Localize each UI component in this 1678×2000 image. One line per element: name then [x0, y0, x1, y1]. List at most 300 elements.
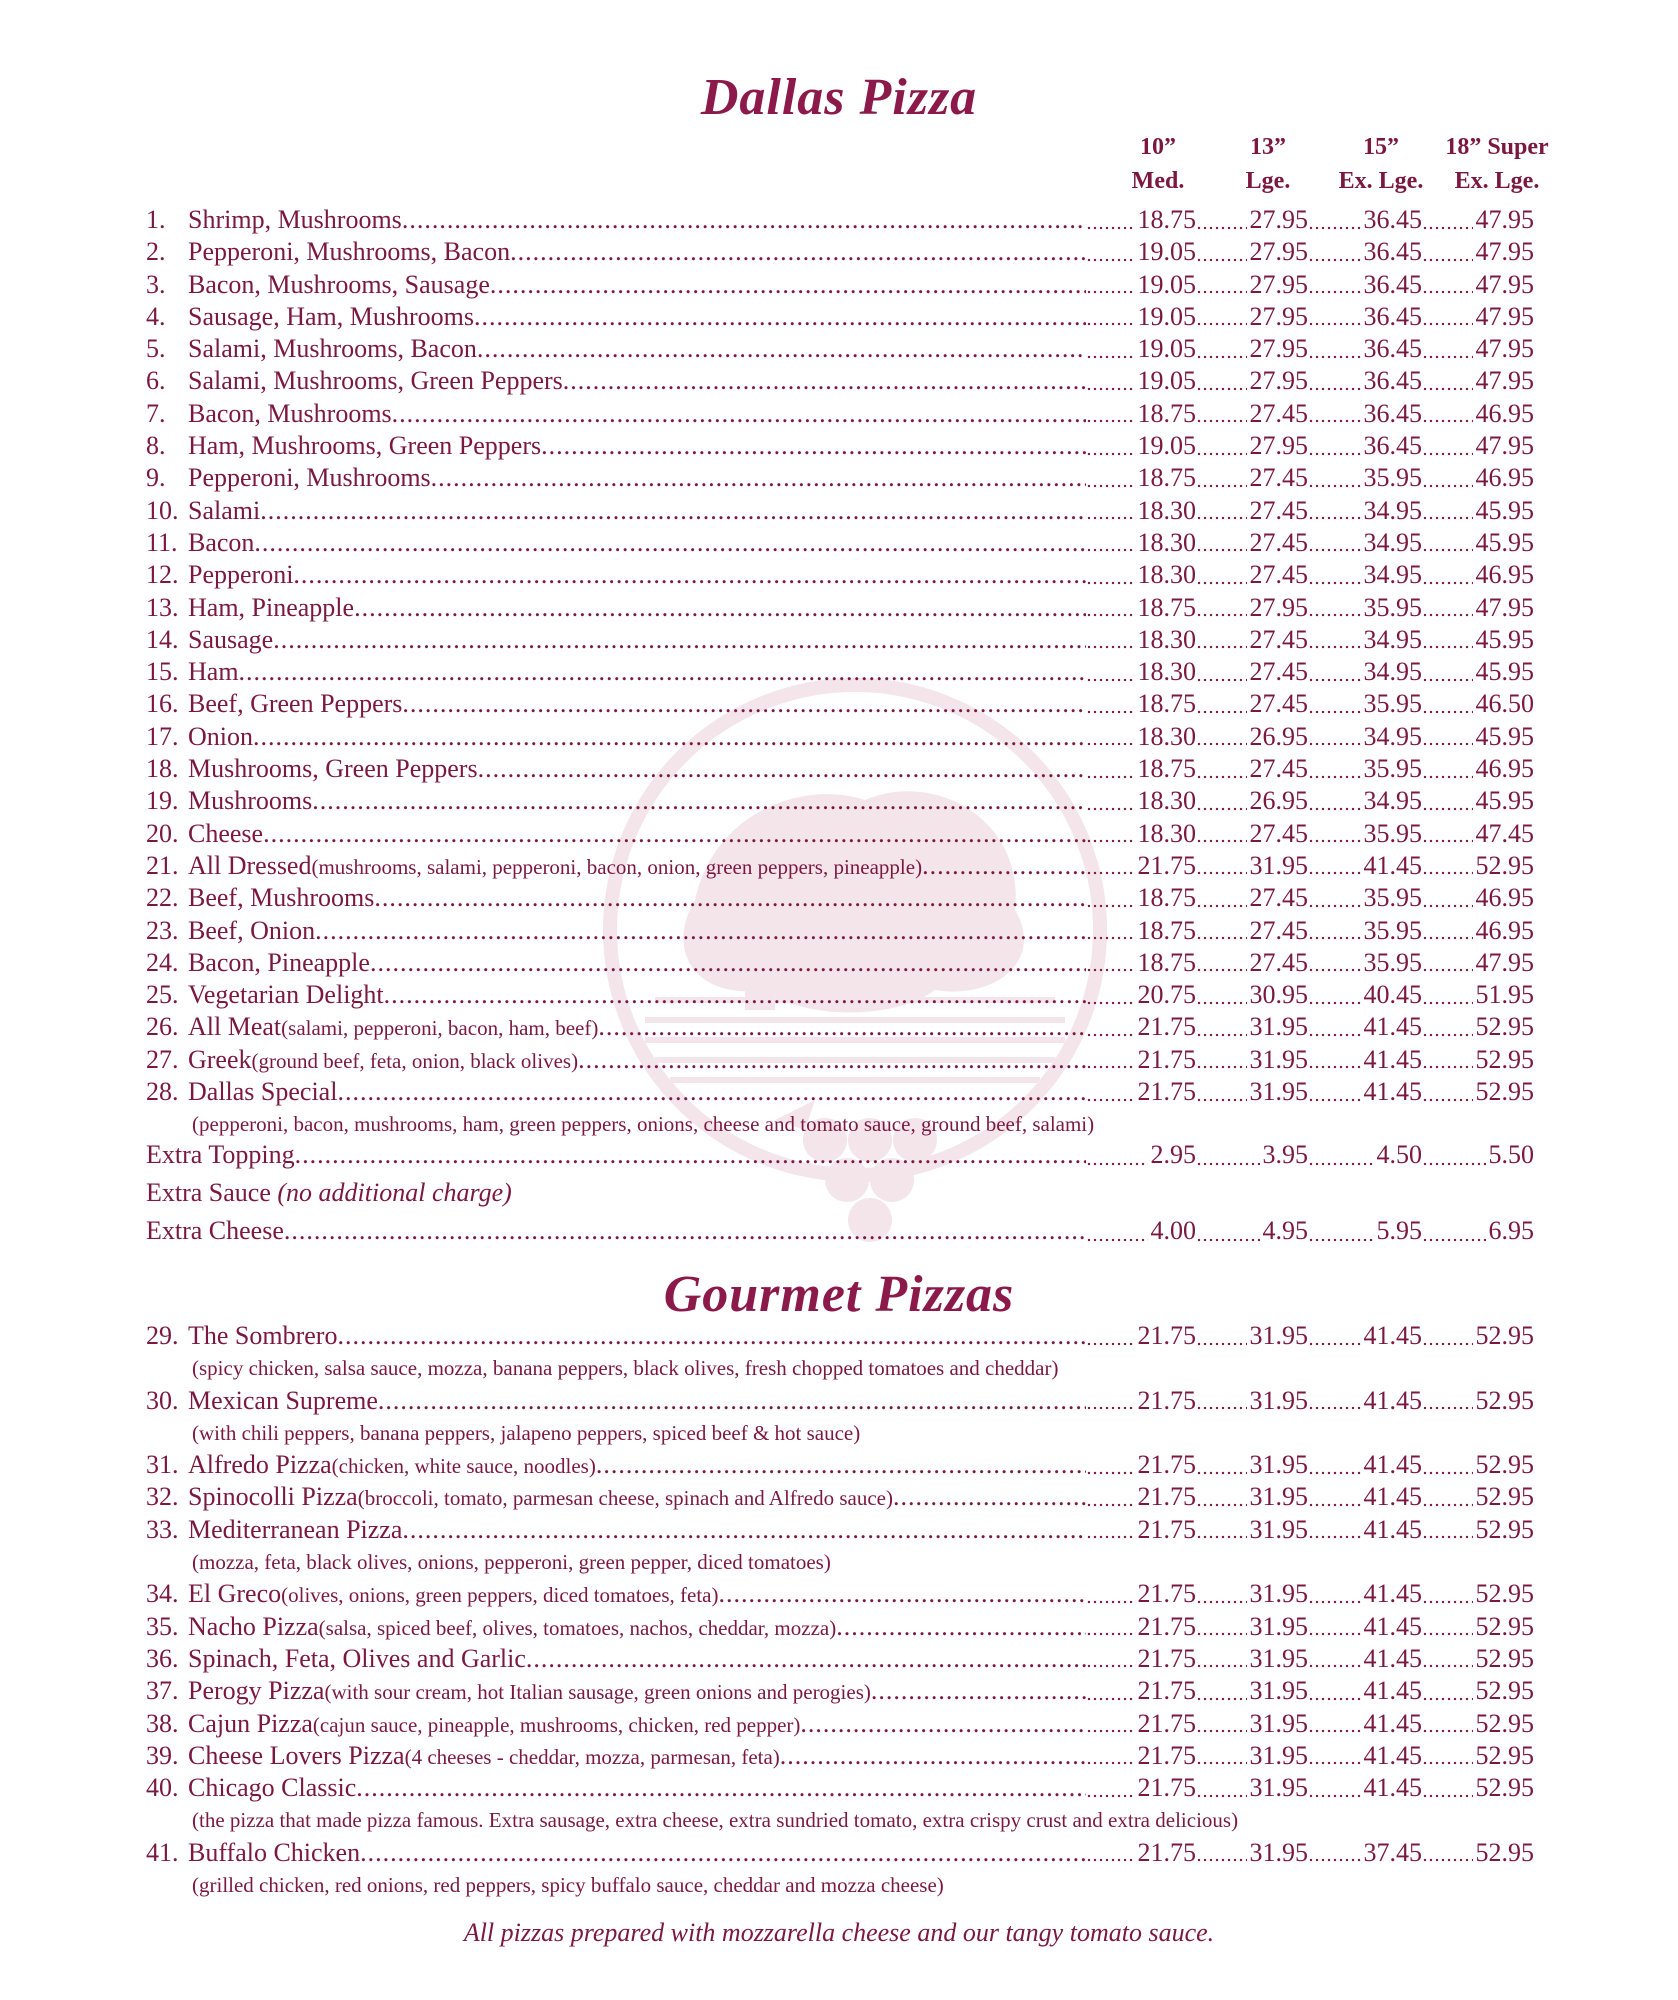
price-value: 45.95 [1473, 625, 1535, 654]
price-group [1086, 850, 1534, 882]
size-header-large-label: Lge. [1245, 168, 1291, 194]
item-name: Shrimp, Mushrooms [188, 205, 402, 234]
price-value: 21.75 [1135, 1741, 1197, 1770]
price-cell [1308, 559, 1422, 591]
price-value: 34.95 [1361, 657, 1423, 686]
dot-leader [474, 301, 1086, 333]
item-description: (olives, onions, green peppers, diced tomatoes, feta) [281, 1583, 719, 1608]
item-name: Salami [188, 495, 261, 525]
menu-item-row [146, 204, 1534, 236]
dot-leader [478, 753, 1086, 785]
price-value: 34.95 [1361, 496, 1423, 525]
price-cell [1308, 1385, 1422, 1417]
price-value: 52.95 [1473, 1012, 1535, 1041]
price-cell [1196, 785, 1308, 817]
price-value: 21.75 [1135, 1515, 1197, 1544]
dot-leader [354, 592, 1086, 624]
item-name: Mexican Supreme [188, 1385, 378, 1415]
price-value: 36.45 [1361, 334, 1423, 363]
price-value: 52.95 [1473, 1676, 1535, 1705]
price-group [1086, 1136, 1534, 1174]
item-number: 39. [146, 1740, 179, 1770]
item-number: 3. [146, 269, 166, 299]
dot-leader [598, 1011, 1086, 1043]
item-name: Bacon, Mushrooms, Sausage [188, 269, 490, 299]
item-number: 34. [146, 1579, 179, 1609]
price-cell [1196, 1837, 1308, 1869]
price-value: 47.95 [1473, 593, 1535, 622]
price-value: 18.30 [1135, 819, 1197, 848]
price-group [1086, 915, 1534, 947]
dot-leader [378, 1385, 1086, 1417]
price-value: 21.75 [1135, 1321, 1197, 1350]
item-name: Pepperoni, Mushrooms, Bacon [188, 237, 511, 267]
price-value: 19.05 [1135, 366, 1197, 395]
price-cell [1422, 1320, 1534, 1352]
dot-leader [541, 430, 1086, 462]
menu-item-row [146, 1675, 1534, 1707]
price-group [1086, 592, 1534, 624]
price-cell [1086, 495, 1196, 527]
price-value: 52.95 [1473, 1579, 1535, 1608]
menu-item-row [146, 398, 1534, 430]
price-value: 40.45 [1361, 980, 1423, 1009]
menu-item-row [146, 947, 1534, 979]
price-cell [1422, 785, 1534, 817]
item-name: Bacon, Pineapple [188, 947, 370, 977]
price-cell [1196, 1011, 1308, 1043]
item-number: 27. [146, 1044, 179, 1074]
item-name: Bacon [188, 527, 255, 557]
item-name: Perogy Pizza [188, 1676, 325, 1706]
price-value: 31.95 [1247, 1741, 1309, 1770]
menu-item-row [146, 818, 1534, 850]
price-value: 34.95 [1361, 625, 1423, 654]
price-group [1086, 624, 1534, 656]
price-value: 21.75 [1135, 1676, 1197, 1705]
price-group [1086, 1740, 1534, 1772]
price-value: 20.75 [1135, 980, 1197, 1009]
menu-item-row [146, 333, 1534, 365]
price-value: 21.75 [1135, 1450, 1197, 1479]
price-cell [1196, 430, 1308, 462]
price-cell [1422, 721, 1534, 753]
price-value: 27.45 [1247, 689, 1309, 718]
price-cell [1086, 236, 1196, 268]
price-cell [1308, 850, 1422, 882]
dot-leader [402, 688, 1086, 720]
extra-row [146, 1212, 1534, 1250]
price-value: 27.45 [1247, 657, 1309, 686]
price-value: 27.95 [1247, 334, 1309, 363]
price-cell [1422, 753, 1534, 785]
price-cell [1196, 1578, 1308, 1610]
price-cell [1308, 947, 1422, 979]
price-value: 34.95 [1361, 528, 1423, 557]
price-value: 27.95 [1247, 366, 1309, 395]
price-value: 47.95 [1473, 366, 1535, 395]
item-name: Cheese [188, 818, 264, 848]
price-value: 18.30 [1135, 496, 1197, 525]
size-header-medium-label: Med. [1131, 168, 1185, 194]
price-cell [1422, 462, 1534, 494]
dot-leader [295, 1136, 1086, 1174]
price-group [1086, 495, 1534, 527]
price-group [1086, 333, 1534, 365]
price-cell [1086, 204, 1196, 236]
price-value: 21.75 [1135, 1482, 1197, 1511]
price-value: 34.95 [1361, 560, 1423, 589]
price-value: 3.95 [1260, 1140, 1309, 1169]
price-value: 27.45 [1247, 625, 1309, 654]
price-group [1086, 1320, 1534, 1352]
price-value: 19.05 [1135, 302, 1197, 331]
menu-item-row [146, 1481, 1534, 1513]
price-cell [1308, 398, 1422, 430]
price-group [1086, 301, 1534, 333]
price-value: 35.95 [1361, 883, 1423, 912]
item-number: 16. [146, 689, 179, 719]
price-value: 27.95 [1247, 593, 1309, 622]
price-value: 18.30 [1135, 657, 1197, 686]
size-header-super [1432, 130, 1562, 200]
price-value: 27.45 [1247, 948, 1309, 977]
price-cell [1086, 785, 1196, 817]
item-name: Salami, Mushrooms, Green Peppers [188, 366, 563, 396]
item-sub-description: (mozza, feta, black olives, onions, pepperoni, green pepper, diced tomatoes) [192, 1550, 831, 1575]
price-cell [1196, 1708, 1308, 1740]
price-cell [1422, 236, 1534, 268]
price-value: 27.95 [1247, 205, 1309, 234]
dot-leader [384, 979, 1086, 1011]
price-cell [1308, 1708, 1422, 1740]
price-value: 46.95 [1473, 560, 1535, 589]
price-cell [1196, 624, 1308, 656]
price-cell [1308, 753, 1422, 785]
price-cell [1422, 365, 1534, 397]
price-group [1086, 398, 1534, 430]
price-cell [1422, 204, 1534, 236]
price-value: 52.95 [1473, 1386, 1535, 1415]
price-value: 27.45 [1247, 916, 1309, 945]
dot-leader [578, 1044, 1086, 1076]
price-value: 18.75 [1135, 916, 1197, 945]
price-cell [1308, 365, 1422, 397]
price-value: 31.95 [1247, 1579, 1309, 1608]
dot-leader [402, 204, 1086, 236]
menu-item-row [146, 592, 1534, 624]
item-number: 22. [146, 883, 179, 913]
price-value: 27.45 [1247, 528, 1309, 557]
price-value: 36.45 [1361, 431, 1423, 460]
price-cell [1308, 204, 1422, 236]
price-group [1086, 365, 1534, 397]
gourmet-pizza-list [146, 1320, 1534, 1901]
price-value: 46.95 [1473, 916, 1535, 945]
extra-name: Extra Cheese [146, 1216, 284, 1245]
item-description: (chicken, white sauce, noodles) [331, 1454, 596, 1479]
price-group [1086, 721, 1534, 753]
price-value: 41.45 [1361, 1045, 1423, 1074]
menu-item-row [146, 624, 1534, 656]
price-cell [1196, 882, 1308, 914]
menu-item-row [146, 1076, 1534, 1108]
price-value: 41.45 [1361, 851, 1423, 880]
item-number: 4. [146, 301, 166, 331]
item-number: 25. [146, 980, 179, 1010]
price-cell [1086, 365, 1196, 397]
price-cell [1086, 1837, 1196, 1869]
price-cell [1086, 1481, 1196, 1513]
price-cell [1086, 1578, 1196, 1610]
price-value: 46.95 [1473, 754, 1535, 783]
price-cell [1308, 592, 1422, 624]
price-cell [1422, 398, 1534, 430]
price-cell [1196, 1643, 1308, 1675]
price-value: 35.95 [1361, 689, 1423, 718]
price-cell [1196, 1740, 1308, 1772]
price-group [1086, 1578, 1534, 1610]
price-value: 45.95 [1473, 722, 1535, 751]
price-value: 52.95 [1473, 1045, 1535, 1074]
price-cell [1422, 1481, 1534, 1513]
item-number: 41. [146, 1837, 179, 1867]
price-value: 47.95 [1473, 431, 1535, 460]
dot-leader [253, 721, 1086, 753]
extra-row [146, 1136, 1534, 1174]
price-value: 27.45 [1247, 819, 1309, 848]
item-sub-description: (grilled chicken, red onions, red peppers, spicy buffalo sauce, cheddar and mozza cheese) [192, 1873, 944, 1898]
price-value: 6.95 [1486, 1216, 1535, 1245]
dot-leader [284, 1212, 1086, 1250]
price-cell [1308, 1611, 1422, 1643]
menu-item-row [146, 430, 1534, 462]
item-number: 23. [146, 915, 179, 945]
price-cell [1308, 818, 1422, 850]
price-value: 41.45 [1361, 1386, 1423, 1415]
price-cell [1308, 1514, 1422, 1546]
price-value: 19.05 [1135, 270, 1197, 299]
price-value: 41.45 [1361, 1515, 1423, 1544]
price-cell [1308, 1675, 1422, 1707]
menu-item-row [146, 753, 1534, 785]
price-value: 47.95 [1473, 334, 1535, 363]
item-name: All Meat [188, 1012, 282, 1042]
item-number: 2. [146, 237, 166, 267]
price-value: 51.95 [1473, 980, 1535, 1009]
price-group [1086, 1708, 1534, 1740]
dot-leader [477, 333, 1086, 365]
price-value: 21.75 [1135, 1644, 1197, 1673]
price-value: 21.75 [1135, 1045, 1197, 1074]
price-cell [1196, 753, 1308, 785]
price-cell [1422, 818, 1534, 850]
item-sub-description: (with chili peppers, banana peppers, jalapeno peppers, spiced beef & hot sauce) [192, 1420, 861, 1445]
price-cell [1086, 1320, 1196, 1352]
price-group [1086, 1611, 1534, 1643]
price-cell [1086, 1514, 1196, 1546]
price-cell [1422, 1011, 1534, 1043]
price-value: 31.95 [1247, 1644, 1309, 1673]
price-value: 27.95 [1247, 431, 1309, 460]
price-value: 52.95 [1473, 1709, 1535, 1738]
price-cell [1422, 947, 1534, 979]
price-value: 18.30 [1135, 560, 1197, 589]
price-value: 31.95 [1247, 1612, 1309, 1641]
price-value: 52.95 [1473, 1321, 1535, 1350]
menu-item-row [146, 1449, 1534, 1481]
item-number: 37. [146, 1676, 179, 1706]
item-name: Nacho Pizza [188, 1611, 319, 1641]
price-cell [1196, 527, 1308, 559]
price-group [1086, 236, 1534, 268]
price-cell [1308, 527, 1422, 559]
price-value: 5.50 [1486, 1140, 1535, 1169]
item-number: 7. [146, 398, 166, 428]
dot-leader [526, 1643, 1086, 1675]
price-cell [1086, 1675, 1196, 1707]
dot-leader [239, 656, 1086, 688]
price-cell [1196, 721, 1308, 753]
price-cell [1196, 1772, 1308, 1804]
price-value: 46.50 [1473, 689, 1535, 718]
price-cell [1422, 1740, 1534, 1772]
price-cell [1196, 365, 1308, 397]
item-sub-description: (spicy chicken, salsa sauce, mozza, banana peppers, black olives, fresh chopped tomatoes and cheddar) [192, 1356, 1059, 1381]
price-value: 45.95 [1473, 528, 1535, 557]
price-cell [1422, 301, 1534, 333]
item-number: 19. [146, 786, 179, 816]
price-value: 47.95 [1473, 302, 1535, 331]
price-value: 31.95 [1247, 851, 1309, 880]
price-cell [1086, 1643, 1196, 1675]
price-value: 45.95 [1473, 786, 1535, 815]
item-number: 35. [146, 1611, 179, 1641]
price-cell [1196, 301, 1308, 333]
menu-item-row [146, 462, 1534, 494]
price-cell [1422, 1385, 1534, 1417]
price-cell [1308, 495, 1422, 527]
item-number: 38. [146, 1708, 179, 1738]
price-cell [1308, 1643, 1422, 1675]
item-description: (ground beef, feta, onion, black olives) [251, 1048, 579, 1073]
item-number: 33. [146, 1514, 179, 1544]
price-value: 18.30 [1135, 786, 1197, 815]
item-number: 30. [146, 1385, 179, 1415]
price-value: 27.45 [1247, 560, 1309, 589]
item-description: (4 cheeses - cheddar, mozza, parmesan, feta) [404, 1744, 780, 1769]
price-value: 46.95 [1473, 883, 1535, 912]
price-group [1086, 204, 1534, 236]
dot-leader [596, 1449, 1086, 1481]
price-cell [1196, 1481, 1308, 1513]
price-value: 19.05 [1135, 431, 1197, 460]
item-number: 12. [146, 560, 179, 590]
item-name: Mediterranean Pizza [188, 1514, 403, 1544]
dot-leader [315, 915, 1086, 947]
dot-leader [780, 1740, 1086, 1772]
price-value: 41.45 [1361, 1579, 1423, 1608]
price-value: 4.50 [1374, 1140, 1423, 1169]
price-cell [1086, 1708, 1196, 1740]
price-value: 52.95 [1473, 1612, 1535, 1641]
dot-leader [563, 365, 1086, 397]
price-cell [1086, 1076, 1196, 1108]
item-number: 28. [146, 1077, 179, 1107]
price-cell [1422, 1643, 1534, 1675]
price-cell [1422, 559, 1534, 591]
size-header-super-label: Ex. Lge. [1454, 168, 1540, 194]
item-number: 14. [146, 624, 179, 654]
price-group [1086, 1076, 1534, 1108]
price-cell [1196, 1385, 1308, 1417]
price-value: 34.95 [1361, 722, 1423, 751]
price-cell [1196, 818, 1308, 850]
price-value: 41.45 [1361, 1773, 1423, 1802]
price-cell [1422, 527, 1534, 559]
price-cell [1086, 882, 1196, 914]
price-cell [1196, 1675, 1308, 1707]
dot-leader [263, 818, 1086, 850]
price-group [1086, 1449, 1534, 1481]
price-cell [1308, 1212, 1422, 1250]
item-number: 26. [146, 1012, 179, 1042]
price-cell [1422, 1136, 1534, 1174]
price-value: 21.75 [1135, 1612, 1197, 1641]
price-cell [1422, 430, 1534, 462]
price-cell [1422, 1675, 1534, 1707]
menu-item-row [146, 721, 1534, 753]
extra-row [146, 1174, 1534, 1212]
price-cell [1086, 592, 1196, 624]
price-value: 47.45 [1473, 819, 1535, 848]
price-value: 18.75 [1135, 948, 1197, 977]
item-name: Mushrooms [188, 786, 313, 816]
price-value: 47.95 [1473, 270, 1535, 299]
price-value: 41.45 [1361, 1012, 1423, 1041]
price-value: 35.95 [1361, 463, 1423, 492]
price-cell [1422, 1611, 1534, 1643]
price-value: 18.75 [1135, 754, 1197, 783]
item-name: Vegetarian Delight [188, 980, 384, 1010]
dot-leader [490, 269, 1086, 301]
price-value: 21.75 [1135, 1709, 1197, 1738]
price-cell [1308, 1011, 1422, 1043]
price-group [1086, 656, 1534, 688]
price-value: 31.95 [1247, 1482, 1309, 1511]
item-name: Ham, Pineapple [188, 592, 355, 622]
price-value: 27.45 [1247, 399, 1309, 428]
item-number: 9. [146, 463, 166, 493]
menu-item-row [146, 236, 1534, 268]
item-name: Cheese Lovers Pizza [188, 1740, 405, 1770]
menu-item-row [146, 1772, 1534, 1804]
price-value: 18.75 [1135, 399, 1197, 428]
dot-leader [337, 1320, 1086, 1352]
price-value: 21.75 [1135, 851, 1197, 880]
price-cell [1308, 624, 1422, 656]
price-value: 21.75 [1135, 1077, 1197, 1106]
item-number: 1. [146, 205, 166, 234]
price-value: 35.95 [1361, 593, 1423, 622]
price-cell [1196, 850, 1308, 882]
price-cell [1308, 688, 1422, 720]
price-cell [1086, 1385, 1196, 1417]
price-cell [1308, 1136, 1422, 1174]
dot-leader [510, 236, 1086, 268]
price-cell [1196, 236, 1308, 268]
price-value: 41.45 [1361, 1676, 1423, 1705]
